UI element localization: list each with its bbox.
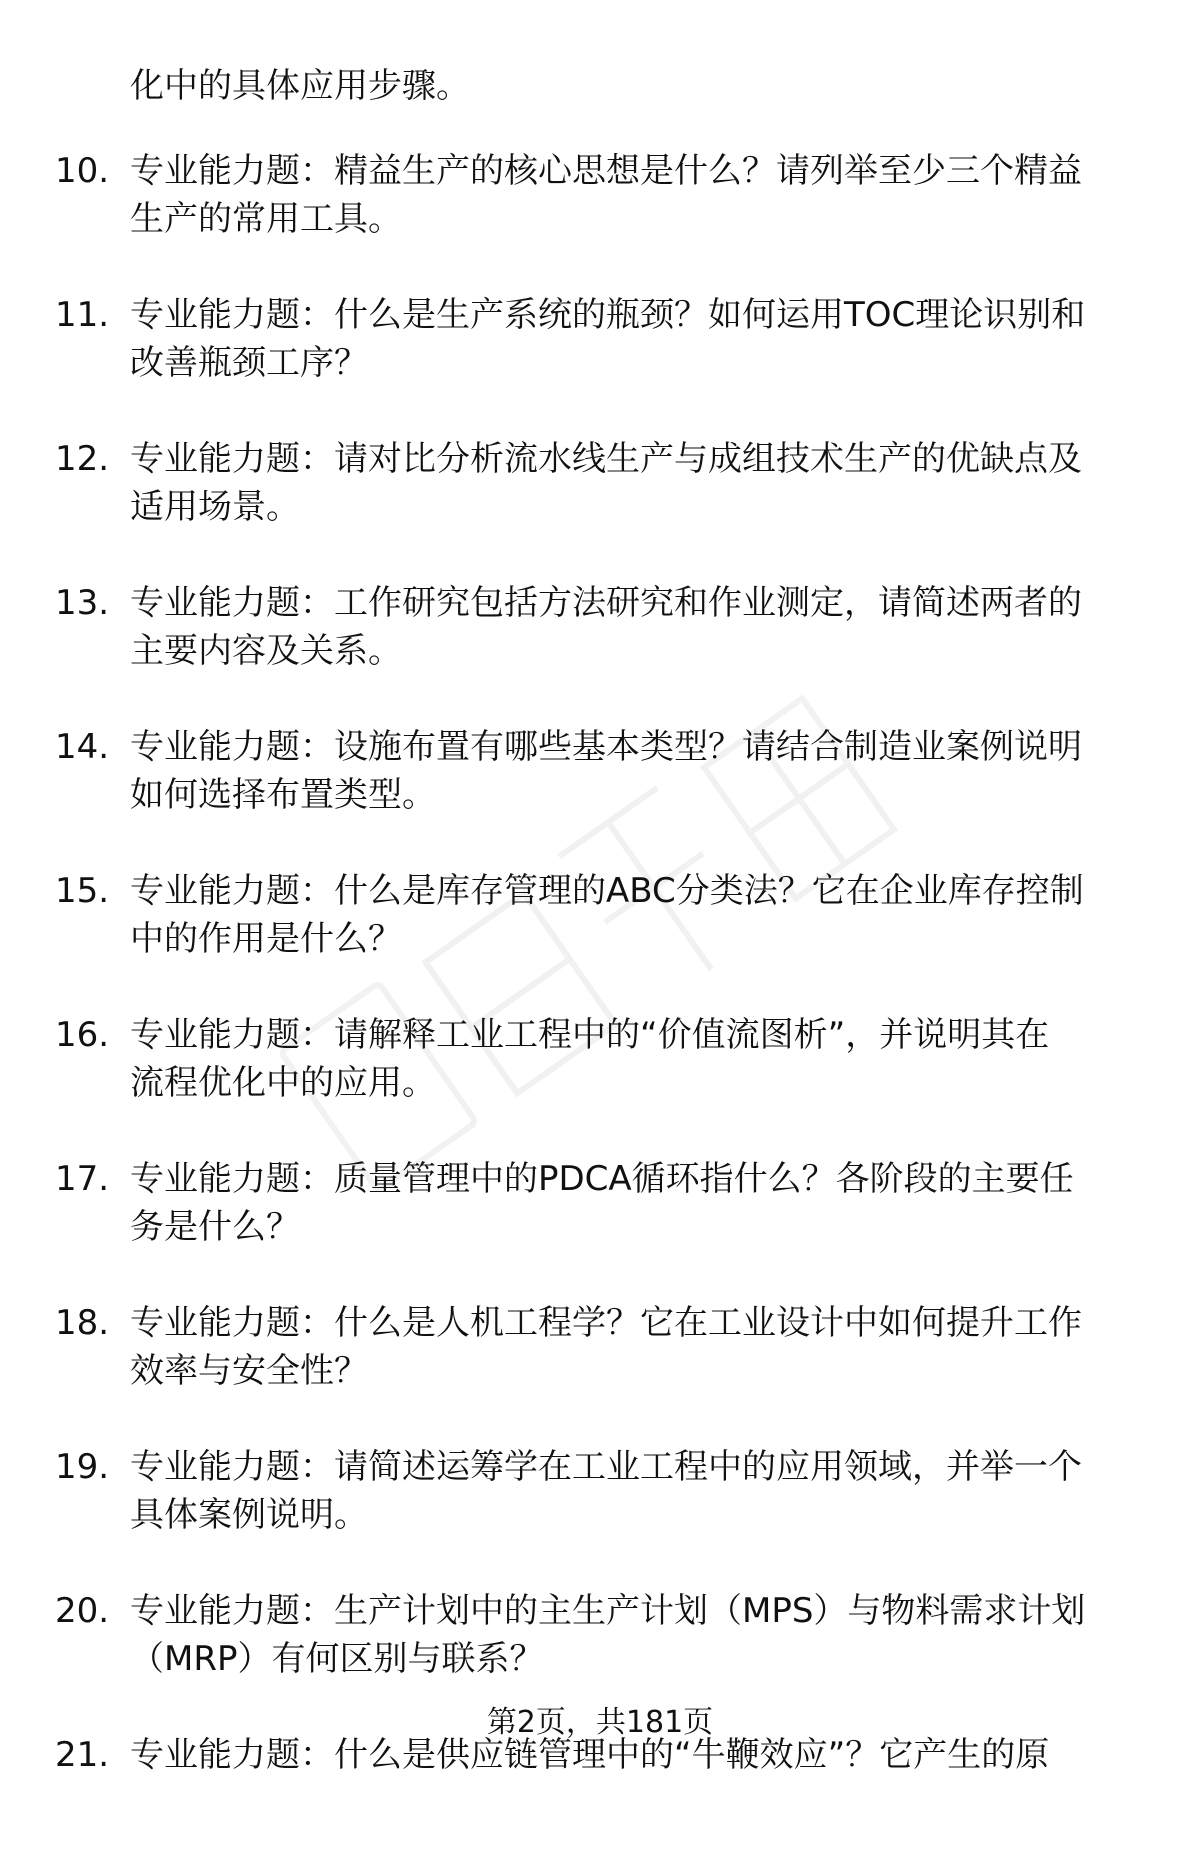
question-item <box>0 1731 1200 1875</box>
question-line: 专业能力题：质量管理中的PDCA循环指什么？各阶段的主要任 <box>130 1159 1074 1199</box>
question-text <box>130 291 1150 387</box>
question-line: 适用场景。 <box>130 487 300 527</box>
question-number: 21. <box>55 1735 110 1775</box>
question-line: 专业能力题：什么是库存管理的ABC分类法？它在企业库存控制 <box>130 871 1084 911</box>
question-number: 12. <box>55 439 110 479</box>
question-line: 专业能力题：请解释工业工程中的“价值流图析”，并说明其在 <box>130 1015 1050 1055</box>
question-line: 改善瓶颈工序？ <box>130 343 368 383</box>
question-item <box>0 579 1200 723</box>
question-line: （MRP）有何区别与联系？ <box>130 1639 544 1679</box>
question-number: 15. <box>55 871 110 911</box>
question-line: 如何选择布置类型。 <box>130 775 436 815</box>
page-footer: 第2页，共181页 <box>486 1705 714 1740</box>
question-line: 主要内容及关系。 <box>130 631 402 671</box>
question-number: 20. <box>55 1591 110 1631</box>
question-text <box>130 435 1150 531</box>
question-text <box>130 1443 1150 1539</box>
question-text <box>130 1011 1150 1107</box>
question-item <box>0 291 1200 435</box>
question-text <box>130 867 1150 963</box>
question-number: 18. <box>55 1303 110 1343</box>
question-item <box>0 1443 1200 1587</box>
question-line: 效率与安全性？ <box>130 1351 368 1391</box>
question-item <box>0 1011 1200 1155</box>
question-number: 13. <box>55 583 110 623</box>
question-line: 专业能力题：请简述运筹学在工业工程中的应用领域，并举一个 <box>130 1447 1082 1487</box>
question-number: 16. <box>55 1015 110 1055</box>
question-text <box>130 1299 1150 1395</box>
question-line: 专业能力题：什么是人机工程学？它在工业设计中如何提升工作 <box>130 1303 1082 1343</box>
question-line: 中的作用是什么？ <box>130 919 402 959</box>
question-list <box>0 147 1200 1875</box>
question-line: 流程优化中的应用。 <box>130 1063 436 1103</box>
question-number: 19. <box>55 1447 110 1487</box>
question-line: 生产的常用工具。 <box>130 199 402 239</box>
question-number: 14. <box>55 727 110 767</box>
question-item <box>0 867 1200 1011</box>
question-text <box>130 147 1150 243</box>
question-text <box>130 1587 1150 1683</box>
question-item <box>0 1299 1200 1443</box>
question-item <box>0 147 1200 291</box>
question-line: 专业能力题：什么是生产系统的瓶颈？如何运用TOC理论识别和 <box>130 295 1086 335</box>
question-line: 专业能力题：设施布置有哪些基本类型？请结合制造业案例说明 <box>130 727 1082 767</box>
question-line: 具体案例说明。 <box>130 1495 368 1535</box>
question-line: 专业能力题：工作研究包括方法研究和作业测定，请简述两者的 <box>130 583 1082 623</box>
question-text <box>130 579 1150 675</box>
question-number: 11. <box>55 295 110 335</box>
continuation-line: 化中的具体应用步骤。 <box>130 66 470 106</box>
question-text <box>130 1155 1150 1251</box>
question-line: 务是什么？ <box>130 1207 300 1247</box>
question-text <box>130 723 1150 819</box>
question-line: 专业能力题：精益生产的核心思想是什么？请列举至少三个精益 <box>130 151 1082 191</box>
question-line: 专业能力题：请对比分析流水线生产与成组技术生产的优缺点及 <box>130 439 1082 479</box>
question-item <box>0 435 1200 579</box>
question-line: 专业能力题：生产计划中的主生产计划（MPS）与物料需求计划 <box>130 1591 1086 1631</box>
question-line: 专业能力题：什么是供应链管理中的“牛鞭效应”？它产生的原 <box>130 1735 1050 1775</box>
question-number: 10. <box>55 151 110 191</box>
question-item <box>0 723 1200 867</box>
question-number: 17. <box>55 1159 110 1199</box>
question-item <box>0 1155 1200 1299</box>
